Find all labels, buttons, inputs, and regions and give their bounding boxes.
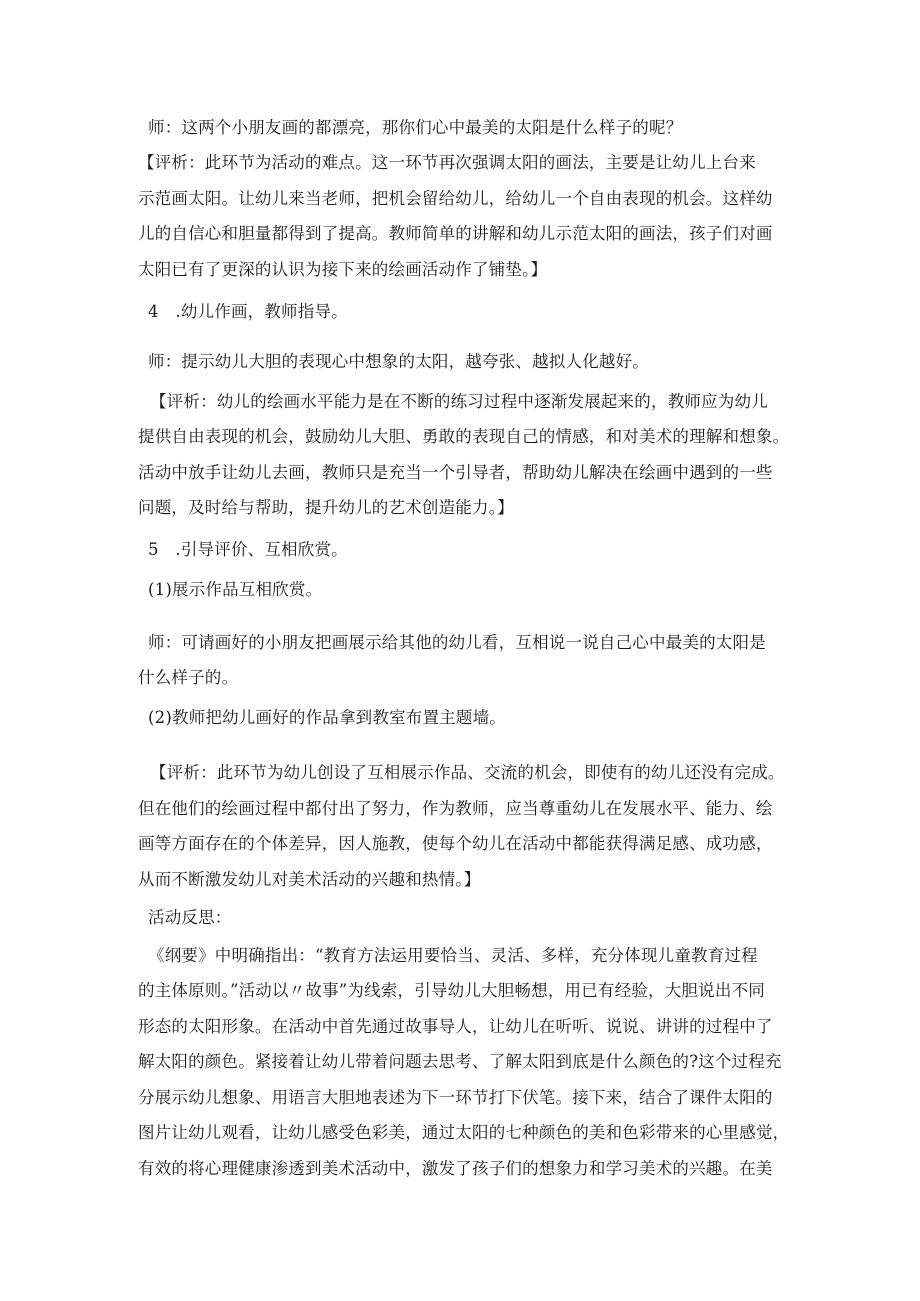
reflection-line-2: 的主体原则。”活动以〃故事”为线索，引导幼儿大胆畅想，用已有经验，大胆说出不同 [138, 981, 765, 1000]
reflection-line-7: 有效的将心理健康渗透到美术活动中，激发了孩子们的想象力和学习美术的兴趣。在美 [138, 1159, 773, 1178]
commentary-3-line-3: 画等方面存在的个体差异，因人施教，使每个幼儿在活动中都能获得满足感、成功感， [138, 834, 773, 853]
step-5-heading: 5 .引导评价、互相欣赏。 [148, 540, 348, 559]
reflection-line-6: 图片让幼儿观看，让幼儿感受色彩美，通过太阳的七种颜色的美和色彩带来的心里感觉， [138, 1123, 790, 1142]
reflection-line-3: 形态的太阳形象。在活动中首先通过故事导人，让幼儿在听听、说说、讲讲的过程中了 [138, 1017, 773, 1036]
teacher-share-line-1: 师：可请画好的小朋友把画展示给其他的幼儿看，互相说一说自己心中最美的太阳是 [148, 633, 766, 652]
commentary-2-line-4: 问题，及时给与帮助，提升幼儿的艺术创造能力。】 [138, 498, 514, 517]
teacher-prompt-line: 师：提示幼儿大胆的表现心中想象的太阳，越夸张、越拟人化越好。 [148, 352, 649, 371]
substep-1-line: (1)展示作品互相欣赏。 [148, 580, 323, 599]
step-4-heading: 4 .幼儿作画，教师指导。 [148, 302, 348, 321]
reflection-line-1: 《纲要》中明确指出：“教育方法运用要恰当、灵活、多样，充分体现儿童教育过程 [148, 946, 758, 965]
commentary-1-line-1: 【评析：此环节为活动的难点。这一环节再次强调太阳的画法，主要是让幼儿上台来 [138, 153, 756, 172]
commentary-1-line-3: 儿的自信心和胆量都得到了提高。教师简单的讲解和幼儿示范太阳的画法，孩子们对画 [138, 224, 773, 243]
reflection-heading: 活动反思： [148, 908, 232, 927]
commentary-2-line-2: 提供自由表现的机会，鼓励幼儿大胆、勇敢的表现自己的情感，和对美术的理解和想象。 [138, 427, 790, 446]
commentary-2-line-3: 活动中放手让幼儿去画，教师只是充当一个引导者，帮助幼儿解决在绘画中遇到的一些 [138, 463, 773, 482]
commentary-3-line-1: 【评析：此环节为幼儿创设了互相展示作品、交流的机会，即使有的幼儿还没有完成。 [150, 763, 785, 782]
commentary-3-line-4: 从而不断激发幼儿对美术活动的兴趣和热情。】 [138, 870, 481, 889]
substep-2-line: (2)教师把幼儿画好的作品拿到教室布置主题墙。 [148, 708, 506, 727]
teacher-share-line-2: 什么样子的。 [138, 668, 239, 687]
commentary-2-line-1: 【评析：幼儿的绘画水平能力是在不断的练习过程中逐渐发展起来的，教师应为幼儿 [150, 392, 768, 411]
commentary-3-line-2: 但在他们的绘画过程中都付出了努力，作为教师，应当尊重幼儿在发展水平、能力、绘 [138, 799, 773, 818]
reflection-line-5: 分展示幼儿想象、用语言大胆地表述为下一环节打下伏笔。接下来，结合了课件太阳的 [138, 1088, 773, 1107]
commentary-1-line-4: 太阳已有了更深的认识为接下来的绘画活动作了铺垫。】 [138, 260, 548, 279]
commentary-1-line-2: 示范画太阳。让幼儿来当老师，把机会留给幼儿，给幼儿一个自由表现的机会。这样幼 [138, 189, 773, 208]
reflection-line-4: 解太阳的颜色。紧接着让幼儿带着问题去思考、了解太阳到底是什么颜色的?这个过程充 [138, 1052, 782, 1071]
teacher-question-line: 师：这两个小朋友画的都漂亮，那你们心中最美的太阳是什么样子的呢？ [148, 118, 683, 137]
